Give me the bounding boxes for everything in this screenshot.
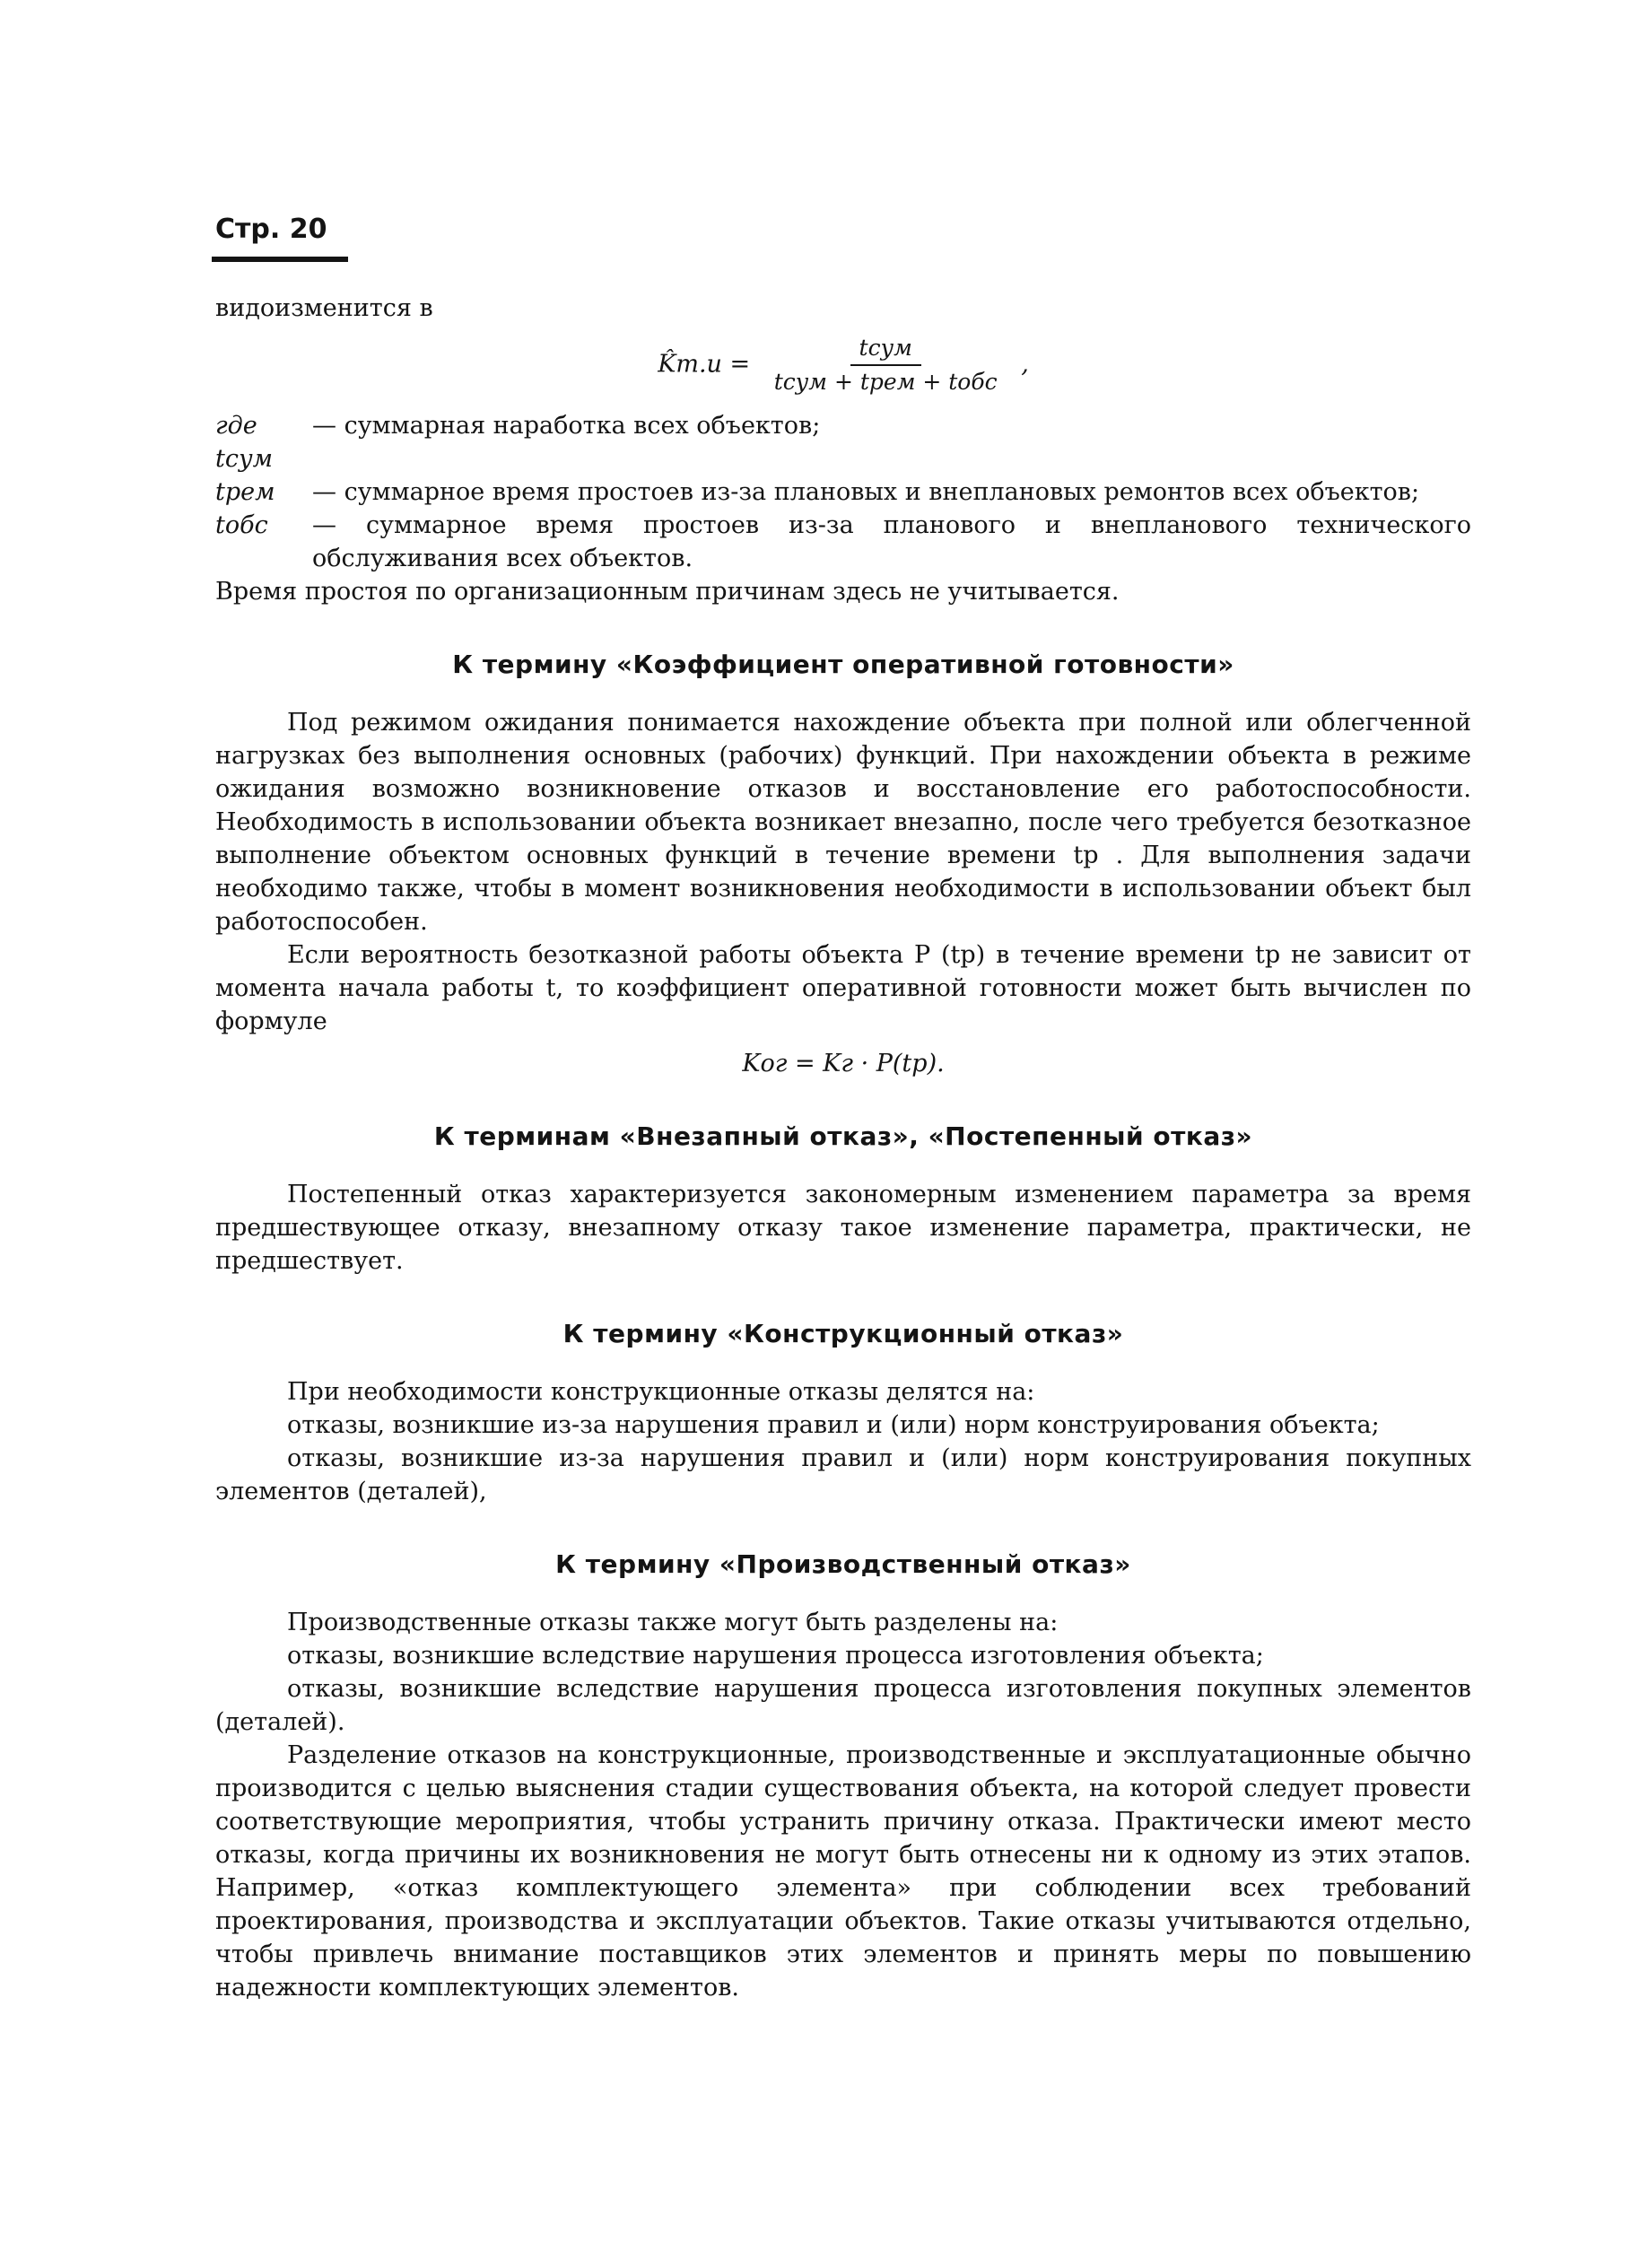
list-item: отказы, возникшие вследствие нарушения процесса изготовления покупных элементов (деталей). bbox=[215, 1675, 1471, 1736]
page-number: Стр. 20 bbox=[215, 214, 327, 245]
availability-formula bbox=[215, 334, 1471, 397]
section-paragraph: Разделение отказов на конструкционные, производственные и эксплуатационные обычно производится с целью выяснения стадии существования объекта, на которой следует провести соответствующие мероприятия, чтобы устранить причину отказа. Практически имеют место отказы, когда причины их возникновения не могут быть отнесены ни к одному из этих этапов. Например, «отказ комплектующего элемента» при соблюдении всех требований проектирования, производства и эксплуатации объектов. Такие отказы учитываются отдельно, чтобы привлечь внимание поставщиков этих элементов и принять меры по повышению надежности комплектующих элементов. bbox=[215, 1741, 1471, 2002]
formula-fraction bbox=[765, 334, 1007, 397]
intro-note: Время простоя по организационным причинам здесь не учитывается. bbox=[215, 578, 1120, 606]
section-heading: К термину «Коэффициент оперативной готовности» bbox=[452, 650, 1234, 679]
definition-symbol: tобс bbox=[215, 511, 268, 539]
formula-denominator: tсум + tрем + tобс bbox=[773, 369, 998, 395]
section-heading: К термину «Производственный отказ» bbox=[555, 1549, 1131, 1579]
definition-text: — суммарное время простоев из-за плановых и внеплановых ремонтов всех объектов; bbox=[312, 478, 1420, 506]
formula-lhs: K̂т.и = bbox=[658, 350, 751, 379]
definition-item bbox=[215, 409, 1471, 475]
section-paragraph: При необходимости конструкционные отказы делятся на: bbox=[287, 1378, 1035, 1406]
list-item: отказы, возникшие из-за нарушения правил и (или) норм конструирования объекта; bbox=[287, 1411, 1380, 1439]
section-paragraph: Если вероятность безотказной работы объекта P (tр) в течение времени tр не зависит от момента начала работы t, то коэффициент оперативной готовности может быть вычислен по формуле bbox=[215, 941, 1471, 1035]
operational-readiness-formula: Kог = Kг · P(tр). bbox=[742, 1050, 945, 1077]
definition-text: — суммарная наработка всех объектов; bbox=[312, 412, 821, 440]
section-heading: К термину «Конструкционный отказ» bbox=[562, 1319, 1124, 1348]
section-heading: К терминам «Внезапный отказ», «Постепенный отказ» bbox=[433, 1121, 1253, 1151]
list-item: отказы, возникшие вследствие нарушения процесса изготовления объекта; bbox=[287, 1642, 1264, 1670]
definition-item bbox=[215, 475, 1471, 509]
definition-text: — суммарное время простоев из-за планового и внепланового технического обслуживания всех объектов. bbox=[312, 511, 1471, 572]
section-paragraph: Под режимом ожидания понимается нахождение объекта при полной или облегченной нагрузках без выполнения основных (рабочих) функций. При нахождении объекта в режиме ожидания возможно возникновение отказов и восстановление его работоспособности. Необходимость в использовании объекта возникает внезапно, после чего требуется безотказное выполнение объектом основных функций в течение времени tр . Для выполнения задачи необходимо также, чтобы в момент возникновения необходимости в использовании объект был работоспособен. bbox=[215, 709, 1471, 936]
formula-numerator: tсум bbox=[850, 334, 921, 366]
list-item: отказы, возникшие из-за нарушения правил и (или) норм конструирования покупных элементов (деталей), bbox=[215, 1444, 1471, 1505]
definition-symbol: где tсум bbox=[215, 412, 274, 473]
definition-item bbox=[215, 509, 1471, 575]
page-content bbox=[215, 292, 1471, 2004]
page-number-underline bbox=[212, 257, 348, 262]
section-paragraph: Производственные отказы также могут быть разделены на: bbox=[287, 1609, 1059, 1636]
section-paragraph: Постепенный отказ характеризуется закономерным изменением параметра за время предшествующее отказу, внезапному отказу такое изменение параметра, практически, не предшествует. bbox=[215, 1181, 1471, 1275]
formula-tail: , bbox=[1021, 350, 1029, 379]
definition-symbol: tрем bbox=[215, 478, 275, 506]
intro-text: видоизменится в bbox=[215, 294, 433, 322]
